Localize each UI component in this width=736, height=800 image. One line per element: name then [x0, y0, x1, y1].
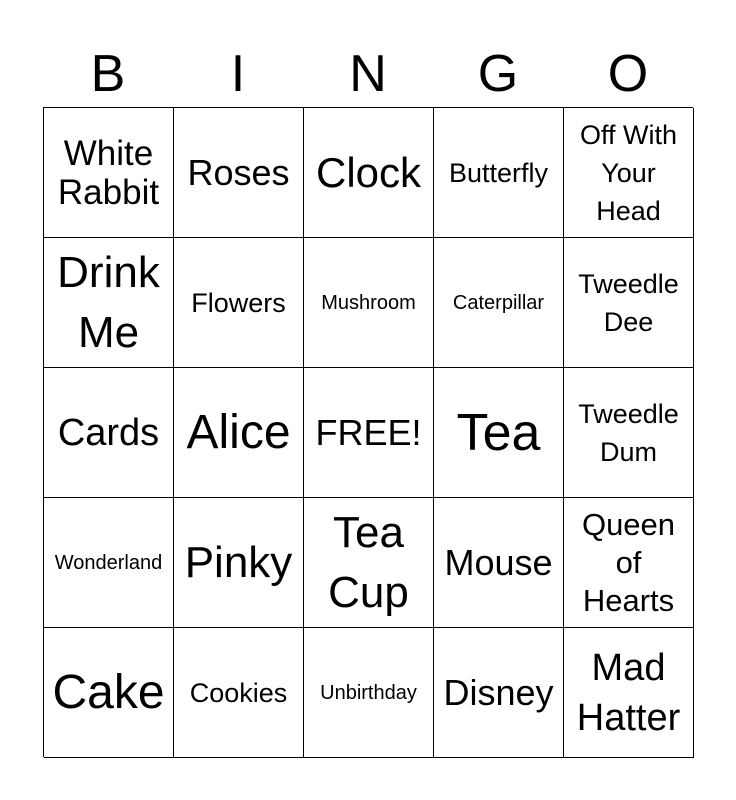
cell-label: Off With Your Head: [579, 119, 678, 226]
bingo-cell: [174, 238, 304, 368]
bingo-cell: [44, 498, 174, 628]
bingo-cell: [434, 628, 564, 758]
bingo-cell: [174, 498, 304, 628]
header-letter-b: B: [90, 45, 126, 103]
cell-label: White Rabbit: [57, 133, 160, 212]
cell-label: Caterpillar: [452, 291, 545, 314]
cell-label: Flowers: [191, 287, 286, 318]
bingo-cell: [304, 628, 434, 758]
cell-label: Mushroom: [321, 291, 416, 314]
bingo-cell: [434, 368, 564, 498]
cell-label: Tea Cup: [328, 507, 409, 617]
bingo-cell: [564, 368, 694, 498]
cell-label: Wonderland: [54, 551, 163, 574]
cell-label: Queen of Hearts: [581, 506, 676, 618]
bingo-cell: [44, 368, 174, 498]
bingo-cell: [174, 368, 304, 498]
cell-label: Butterfly: [448, 157, 549, 188]
header-letter-g: G: [477, 45, 519, 103]
header-letter-i: I: [230, 45, 246, 103]
bingo-cell: [304, 498, 434, 628]
bingo-cell: [304, 108, 434, 238]
bingo-cell: [44, 238, 174, 368]
cell-label: Drink Me: [57, 247, 160, 357]
cell-label: Tweedle Dee: [578, 268, 679, 337]
bingo-cell: [564, 628, 694, 758]
bingo-cell: [174, 108, 304, 238]
cell-label: Unbirthday: [320, 681, 417, 704]
cell-label: Cookies: [189, 677, 288, 708]
free-space-label: FREE!: [315, 411, 422, 453]
bingo-cell: [174, 628, 304, 758]
bingo-cell: [434, 108, 564, 238]
cell-label: Mad Hatter: [576, 646, 681, 739]
bingo-cell: [304, 238, 434, 368]
header-letter-n: N: [349, 45, 387, 103]
cell-label: Clock: [315, 148, 422, 196]
cell-label: Tea: [456, 403, 541, 462]
bingo-cell: [434, 238, 564, 368]
cell-label: Cake: [52, 665, 165, 719]
cell-label: Tweedle Dum: [578, 398, 679, 467]
bingo-cell: [564, 238, 694, 368]
cell-label: Roses: [187, 151, 290, 193]
bingo-cell: [44, 628, 174, 758]
bingo-cell: [44, 108, 174, 238]
cell-label: Mouse: [444, 541, 553, 583]
cell-label: Cards: [57, 411, 160, 454]
cell-label: Disney: [443, 671, 554, 713]
cell-label: Alice: [186, 405, 291, 459]
bingo-grid: [43, 107, 693, 757]
bingo-cell: [564, 498, 694, 628]
bingo-cell free-space: [304, 368, 434, 498]
header-letter-o: O: [607, 45, 649, 103]
bingo-header: [43, 40, 693, 108]
cell-label: Pinky: [184, 537, 293, 587]
bingo-cell: [434, 498, 564, 628]
bingo-cell: [564, 108, 694, 238]
